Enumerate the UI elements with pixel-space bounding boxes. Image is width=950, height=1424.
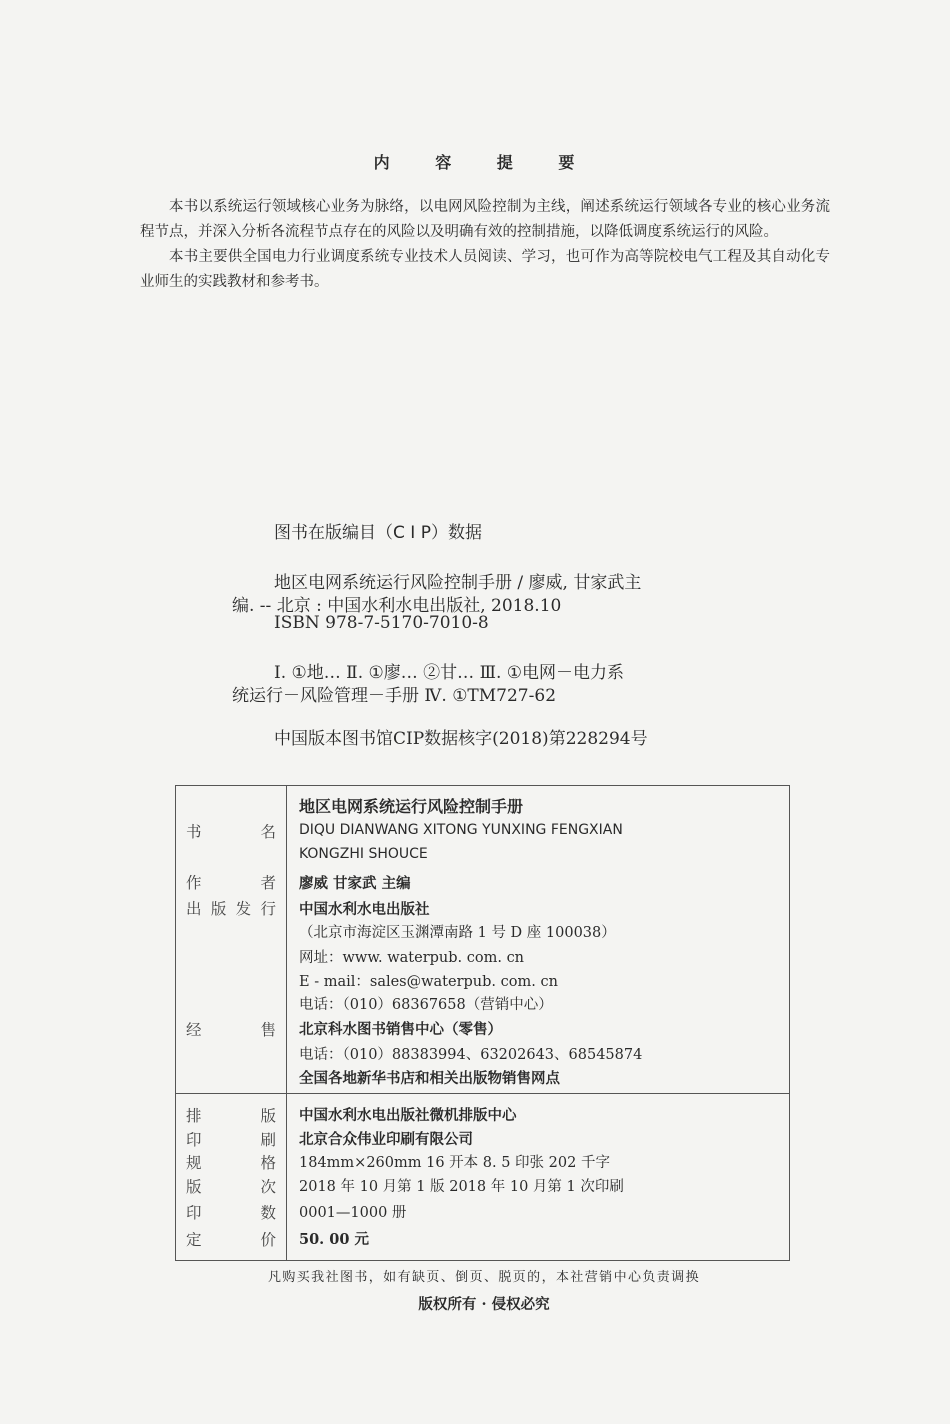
- label-publisher: 出 版 发 行: [186, 900, 276, 918]
- summary-body: [140, 195, 830, 295]
- book-title-pinyin: DIQU DIANWANG XITONG YUNXING FENGXIAN: [299, 822, 623, 838]
- label-distributor: 经 售: [186, 1021, 276, 1039]
- row-divider: [176, 1093, 789, 1094]
- label-printing: 印 刷: [186, 1131, 276, 1149]
- book-title: 地区电网系统运行风险控制手册: [299, 797, 524, 816]
- cip-line: 统运行－风险管理－手册 Ⅳ. ①TM727-62: [232, 686, 557, 706]
- book-title-pinyin: KONGZHI SHOUCE: [299, 846, 428, 862]
- exchange-notice: 凡购买我社图书，如有缺页、倒页、脱页的，本社营销中心负责调换: [267, 1270, 700, 1285]
- summary-paragraph: 本书主要供全国电力行业调度系统专业技术人员阅读、学习，也可作为高等院校电气工程及其自动化专业师生的实践教材和参考书。: [140, 249, 830, 290]
- publisher-email: E - mail：sales@waterpub. com. cn: [299, 974, 558, 990]
- label-edition: 版 次: [186, 1178, 276, 1196]
- cip-record-number: 中国版本图书馆CIP数据核字(2018)第228294号: [274, 729, 648, 749]
- distributor-name: 北京科水图书销售中心（零售）: [299, 1021, 502, 1038]
- publisher-name: 中国水利水电出版社: [299, 901, 430, 918]
- label-format: 规 格: [186, 1154, 276, 1172]
- format: 184mm×260mm 16 开本 8. 5 印张 202 千字: [299, 1155, 610, 1171]
- print-run: 0001—1000 册: [299, 1205, 407, 1221]
- cip-isbn: ISBN 978-7-5170-7010-8: [274, 613, 489, 633]
- summary-paragraph: 本书以系统运行领域核心业务为脉络，以电网风险控制为主线，阐述系统运行领域各专业的核心业务流程节点，并深入分析各流程节点存在的风险以及明确有效的控制措施，以降低调度系统运行的风险。: [140, 199, 830, 240]
- distributor-phone: 电话：（010）88383994、63202643、68545874: [299, 1047, 643, 1063]
- price: 50. 00 元: [299, 1231, 370, 1248]
- label-print-run: 印 数: [186, 1204, 276, 1222]
- label-typesetting: 排 版: [186, 1107, 276, 1125]
- summary-title: 内 容 提 要: [373, 153, 595, 172]
- author: 廖威 甘家武 主编: [299, 875, 411, 892]
- printer: 北京合众伟业印刷有限公司: [299, 1131, 473, 1148]
- label-book-name: 书 名: [186, 823, 276, 841]
- cip-title: 图书在版编目（C I P）数据: [274, 523, 482, 543]
- distributor-network: 全国各地新华书店和相关出版物销售网点: [299, 1070, 560, 1087]
- edition: 2018 年 10 月第 1 版 2018 年 10 月第 1 次印刷: [299, 1179, 624, 1195]
- imprint-table: [175, 785, 790, 1261]
- copyright-notice: 版权所有 · 侵权必究: [418, 1296, 550, 1313]
- publisher-website: 网址：www. waterpub. com. cn: [299, 950, 525, 966]
- publisher-phone: 电话：（010）68367658（营销中心）: [299, 997, 553, 1013]
- cip-line: 编. -- 北京 : 中国水利水电出版社, 2018.10: [232, 596, 562, 616]
- cip-line: 地区电网系统运行风险控制手册 / 廖威, 甘家武主: [274, 573, 642, 593]
- label-price: 定 价: [186, 1231, 276, 1249]
- cip-line: Ⅰ. ①地… Ⅱ. ①廖… ②甘… Ⅲ. ①电网－电力系: [274, 663, 625, 683]
- label-author: 作 者: [186, 874, 276, 892]
- column-divider: [286, 786, 287, 1260]
- publisher-address: （北京市海淀区玉渊潭南路 1 号 D 座 100038）: [299, 925, 616, 941]
- typesetting: 中国水利水电出版社微机排版中心: [299, 1107, 517, 1124]
